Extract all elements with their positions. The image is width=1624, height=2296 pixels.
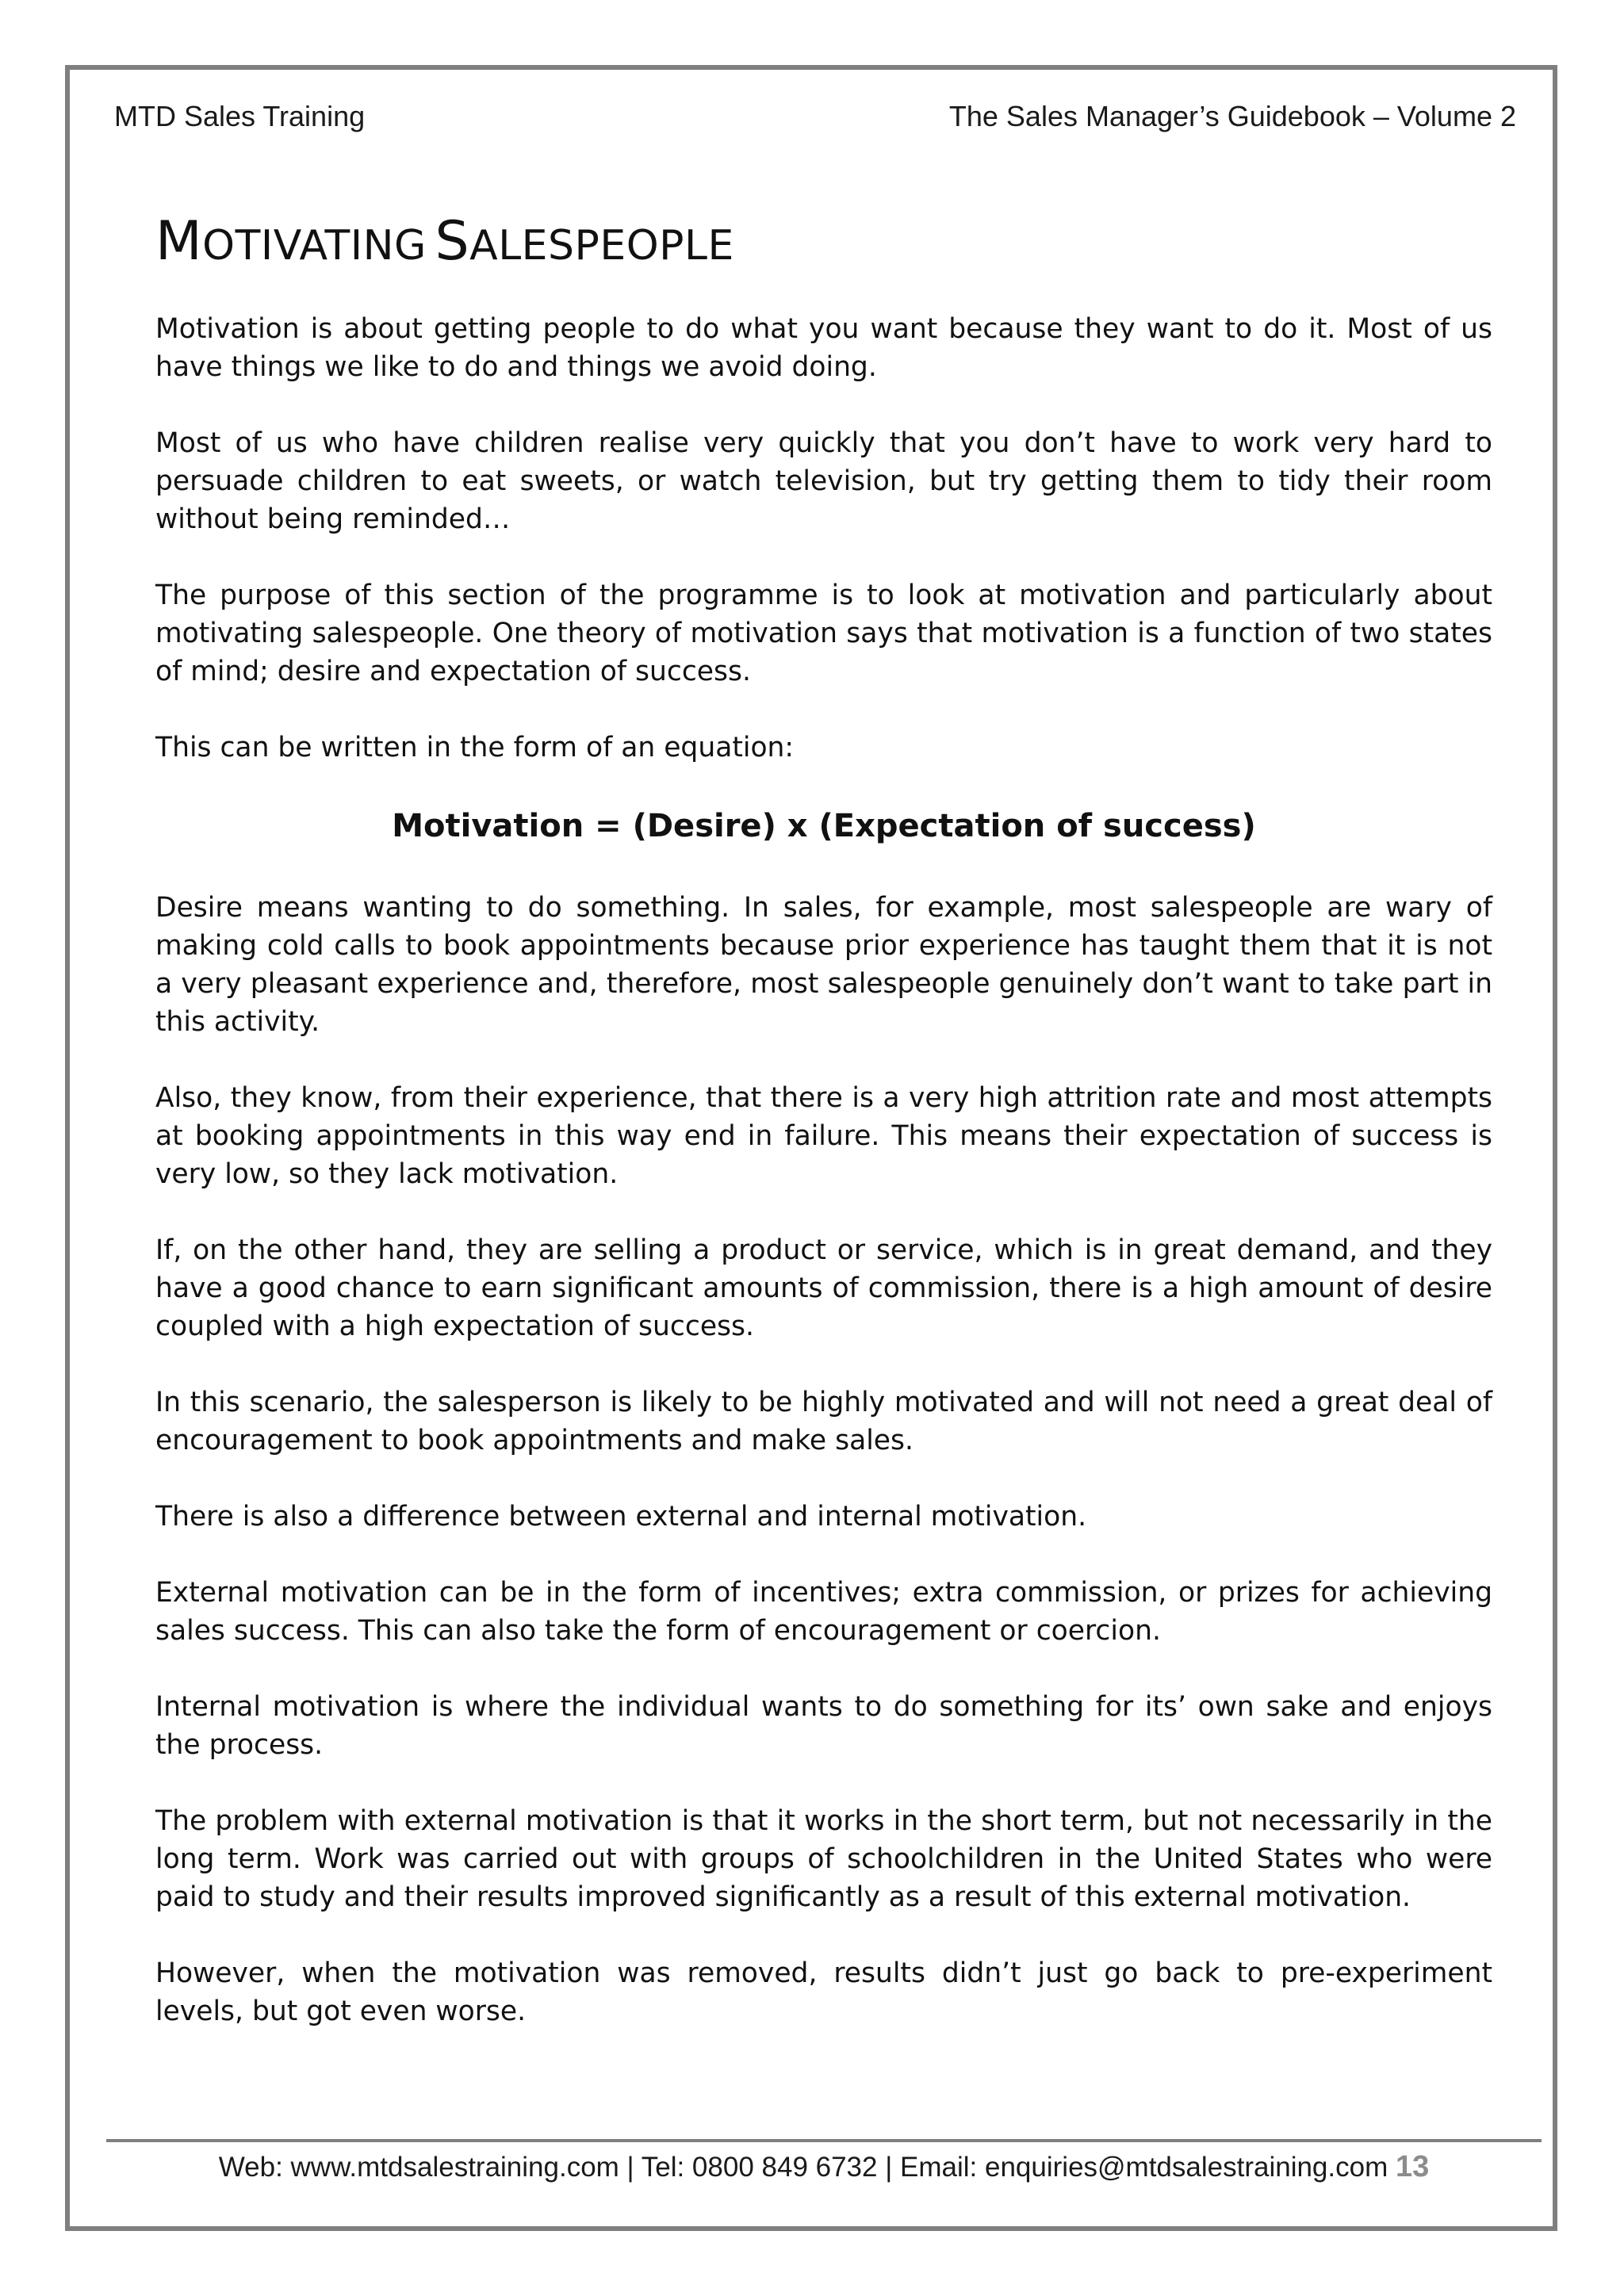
paragraph: Motivation is about getting people to do what you want because they want to do it. Most of us have things we like to do and things we avoid doing.: [155, 312, 1492, 383]
main-content: [155, 212, 1492, 2068]
page-title: [155, 212, 1492, 272]
paragraph: The purpose of this section of the programme is to look at motivation and particularly about motivating salespeople. One theory of motivation says that motivation is a function of two states of mind; desire and expectation of success.: [155, 579, 1492, 687]
title-initial-2: S: [435, 210, 470, 273]
paragraph: If, on the other hand, they are selling a product or service, which is in great demand, and they have a good chance to earn significant amounts of commission, there is a high amount of desire coupled with a high expectation of success.: [155, 1234, 1492, 1342]
paragraph: Desire means wanting to do something. In sales, for example, most salespeople are wary of making cold calls to book appointments because prior experience has taught them that it is not a very pleasant experience and, therefore, most salespeople genuinely don’t want to take part in this activity.: [155, 891, 1492, 1038]
paragraph: There is also a difference between external and internal motivation.: [155, 1500, 1087, 1533]
footer: [106, 2150, 1542, 2184]
header-right-text: The Sales Manager’s Guidebook – Volume 2: [948, 100, 1516, 132]
paragraph: However, when the motivation was removed, results didn’t just go back to pre-experiment levels, but got even worse.: [155, 1957, 1492, 2027]
title-initial-1: M: [155, 210, 203, 273]
page-number: 13: [1395, 2150, 1430, 2183]
paragraph: Most of us who have children realise very quickly that you don’t have to work very hard to persuade children to eat sweets, or watch television, but try getting them to tidy their room without being reminded…: [155, 427, 1492, 535]
paragraph: Internal motivation is where the individual wants to do something for its’ own sake and enjoys the process.: [155, 1690, 1492, 1761]
paragraph: In this scenario, the salesperson is likely to be highly motivated and will not need a great deal of encouragement to book appointments and make sales.: [155, 1386, 1492, 1456]
title-rest-1: OTIVATING: [202, 222, 427, 270]
paragraph: Also, they know, from their experience, that there is a very high attrition rate and most attempts at booking appointments in this way end in failure. This means their expectation of success is very low, so they lack motivation.: [155, 1081, 1492, 1190]
title-rest-2: ALESPEOPLE: [469, 222, 734, 270]
paragraph: This can be written in the form of an equation:: [155, 731, 795, 763]
footer-divider: [106, 2139, 1542, 2142]
footer-contact-text: Web: www.mtdsalestraining.com | Tel: 0800 849 6732 | Email: enquiries@mtdsalestraining.com: [218, 2152, 1388, 2183]
header-left-text: MTD Sales Training: [114, 100, 366, 132]
motivation-equation: Motivation = (Desire) x (Expectation of success): [392, 807, 1256, 844]
paragraph: The problem with external motivation is that it works in the short term, but not necessarily in the long term. Work was carried out with groups of schoolchildren in the United States who were paid to study and their results improved significantly as a result of this external motivation.: [155, 1804, 1492, 1913]
paragraph: External motivation can be in the form of incentives; extra commission, or prizes for achieving sales success. This can also take the form of encouragement or coercion.: [155, 1576, 1492, 1647]
